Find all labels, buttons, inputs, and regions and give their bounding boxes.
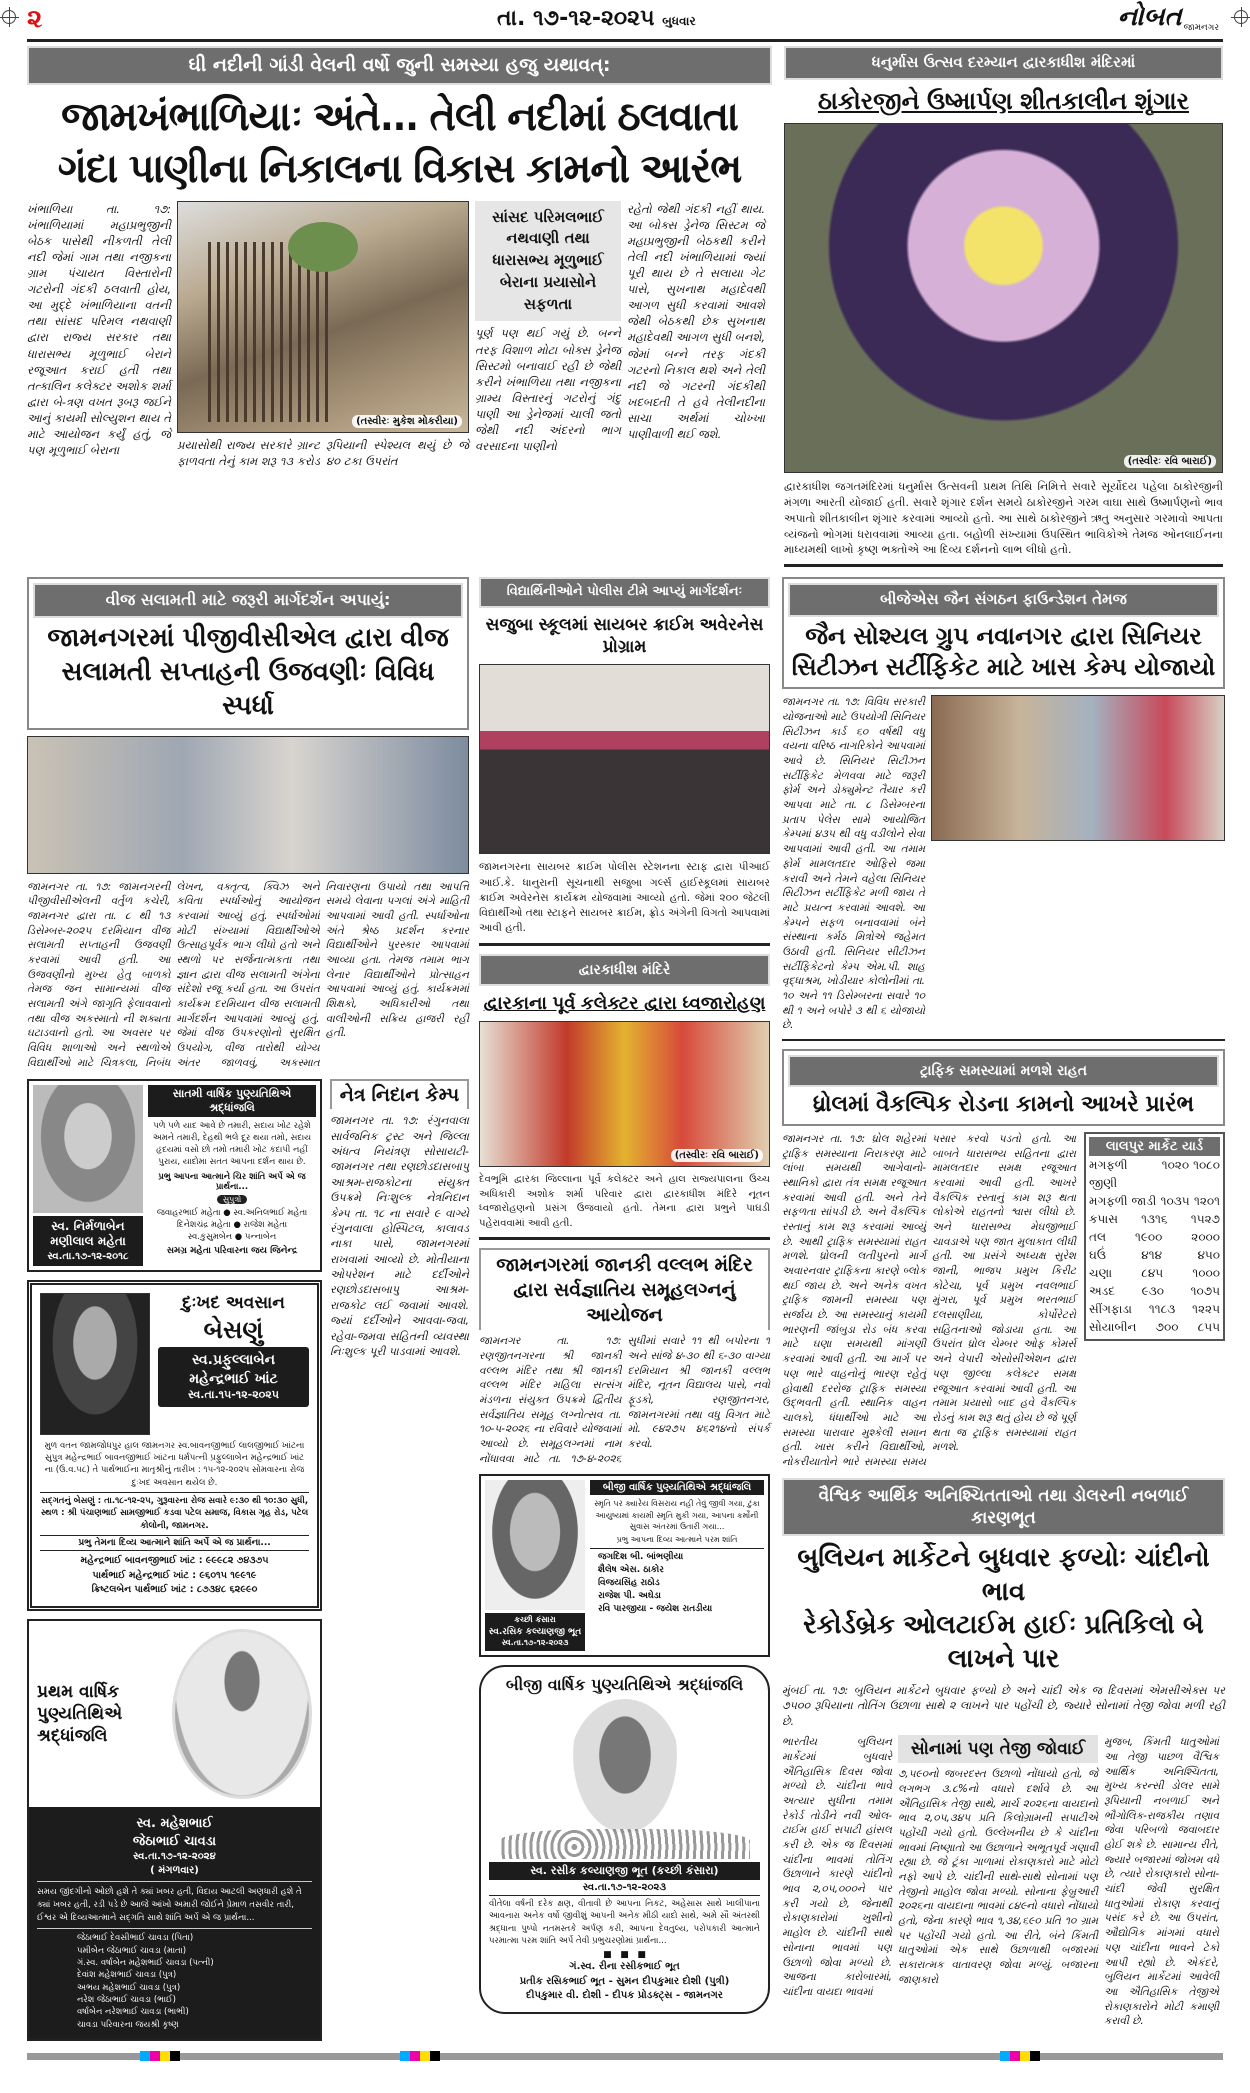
list-item: શૈલેષ એસ. ઠાકોર (598, 1564, 664, 1575)
obituary-title: બીજી વાર્ષિક પુણ્યતિથિએ શ્રદ્ધાંજલિ (590, 1480, 764, 1495)
market-row (1089, 1282, 1220, 1300)
story-kicker: વૈશ્વિક આર્થિક અનિશ્ચિતતાઓ તથા ડોલરની નબળાઈ કારણભૂત (782, 1478, 1225, 1536)
color-calibration-strip (400, 2051, 440, 2061)
story-columns (782, 695, 1225, 1033)
story-body: જામનગર તા. ૧૭: ધ્રોલ શહેરમાં ટ્રાફિક સમસ્યાના નિરાકરણ માટે લાંબા સમયથી આગેવાનો-સ્થાનિકો દ્વારા તંત્ર સમક્ષ રજૂઆત કરવામાં આવી હતી. અને તેને સફળતા સાંપડી છે. અને વૈકલ્પિક રસ્તાનું કામ શરૂ કરવામાં આવ્યું છે. આથી ટ્રાફિક સમસ્યામાં રાહત મળશે. ધ્રોલની લતીપુરનો માર્ગ અવારનવાર ટ્રાફિકના કારણે બ્લોક થઈ જાય છે. અને અનેક વખત ટ્રાફિક જામની સમસ્યા પણ સર્જાય છે. આ સમસ્યાનું કાયમી ભારણની જાંબુડા રોડ બંધ કરવા માટે ઘણા સમયથી માંગણી કરવામાં આવી હતી. આ માર્ગ પર પણ ભારે વાહનોનું ભારણ રહેતું હોવાથી દરરોજ ટ્રાફિક સમસ્યા ઉદ્ભવતી હતી. સ્થાનિક વાહન ચાલકો, ધંધાર્થીઓ માટે આ સમસ્યા પારાવાર મુશ્કેલી સમાન હતી. ખાસ કરીને વિદ્યાર્થીઓ, નોકરીયાતોને ભારે સમસ્યા સમય પસાર કરવો પડતો હતો. આ બાબતે ધારાસભ્ય સહિતના દ્વારા મામલતદાર સમક્ષ રજૂઆત કરવામાં આવી હતી. આખરે વૈકલ્પિક રસ્તાનું કામ શરૂ થતા લોકોએ રાહતનો શ્વાસ લીધો છે. અને ધારાસભ્ય મેઘજીભાઈ ચાવડાએ પણ જાત મુલાકાત લીધી હતી. આ પ્રસંગે અધ્યક્ષ સુરેશ જાની, ભાજપ પ્રમુખ કિરીટ કોટેચા, પૂર્વ પ્રમુખ નવલભાઈ મુંગરા, પૂર્વ પ્રમુખ ભરતભાઈ દલસાણીયા, કોર્પોરેટરો સહિતનાઓ જોડાયા હતા. આ ઉપરાંત ધ્રોલ ચેમ્બર ઓફ કોમર્સ અને વેપારી એસોસીએશન દ્વારા પણ જીલ્લા કલેક્ટર સમક્ષ રજૂઆત કરવામાં આવી હતી. આ તમામ પ્રયાસો બાદ હવે વૈકલ્પિક રોડનું કામ શરૂ થતું હોય છે જે પૂર્ણ થતા જ ટ્રાફિક સમસ્યામાં રાહત મળશે. (782, 1132, 1076, 1468)
headline-line: રેકોર્ડબ્રેક ઓલટાઈમ હાઈઃ પ્રતિકિલો બે લાખને પાર (803, 1610, 1204, 1675)
center-column (898, 1735, 1098, 1987)
list-item: દિનેશચંદ્ર મહેતા ● રાજેશ મહેતા (176, 1219, 288, 1230)
story-eye-camp (330, 1079, 469, 1360)
price-low: ૧૯૦૦ (1134, 1229, 1163, 1244)
market-row (1089, 1246, 1220, 1264)
middle-column (479, 577, 770, 2013)
price-low: ૪૧૪ (1141, 1247, 1163, 1262)
list-item: ગં.સ્વ. રીના રસીકભાઈ ભૂત (569, 1961, 680, 1973)
deceased-name: સ્વ. રસીક કલ્યાણજી ભૂત (કચ્છી કંસારા) (489, 1862, 760, 1880)
story-bullion (782, 1478, 1225, 2029)
story-body: પૂર્ણ પણ થઈ ગયું છે. બન્ને તરફ વિશાળ મોટા બોક્સ ડ્રેનેજ સિસ્ટમો બનાવાઈ રહી છે જેથી કરીને ખંભાળિયા તથા નજીકના ગ્રામ્ય વિસ્તારનું ગટરોનું ગંદુ પાણી આ ડ્રેનેજમાં ચાલી જતો જેથી નદી અંદરનો ભાગ વરસાદના પાણીનો (475, 326, 621, 454)
page-content (27, 46, 1223, 2093)
obituary-body: મુળ વતન જામજોધપુર હાલ જામનગર સ્વ.બાવનજીભાઈ લાલજીભાઈ ખાંટના સુપુત્ર મહેન્દ્રભાઈ બાવનજીભાઈ ખાંટના ધર્મપત્ની પ્રફુલ્લાબેન મહેન્દ્રભાઈ ખાંટ ના (ઉ.વ.૫૮) તે પાર્થભાઈના માતૃશ્રીનું તારીખ : ૧૫-૧૨-૨૦૨૫ સોમવારના રોજ દુઃખદ અવસાન થયેલ છે. (44, 1440, 305, 1488)
market-item: ઘઉં (1089, 1247, 1106, 1262)
separator-dots: ■ ■ ■ (603, 1950, 646, 1961)
story-kicker: વીજ સલામતી માટે જરૂરી માર્ગદર્શન અપાયું: (33, 583, 463, 618)
text-column (148, 1085, 316, 1257)
lower-row (27, 577, 1223, 2041)
list-item: રાજેશ પી. અઘેડા (598, 1591, 661, 1602)
obituary-maheshbhai (27, 1619, 322, 2041)
divider (479, 1237, 770, 1240)
headline-line: ગંદા પાણીના નિકાલના વિકાસ કામનો આરંભ (57, 145, 742, 192)
family-list (148, 1208, 316, 1244)
right-column (782, 577, 1225, 2029)
story-columns (782, 1735, 1225, 2029)
page-number: ૨ (27, 4, 43, 34)
obituary-prafullaben (27, 1280, 322, 1611)
list-item: અભય મહેશભાઈ ચાવડા (પુત્ર) (77, 1982, 181, 1993)
price-low: ૭૦૦ (1155, 1319, 1179, 1334)
registration-mark (1234, 10, 1248, 24)
photo-credit: (તસ્વીરઃ રવિ બારાઈ) (1124, 455, 1216, 468)
story-subhead: સોનામાં પણ તેજી જોવાઈ (898, 1735, 1098, 1763)
market-row (1089, 1264, 1220, 1282)
story-dhrol-road (782, 1049, 1225, 1470)
obituary-dark-panel (29, 1807, 320, 2039)
obituary-title: પ્રથમ વાર્ષિક પુણ્યતિથિએ શ્રદ્ધાંજલિ (37, 1681, 123, 1747)
flower-decoration (499, 1829, 750, 1859)
death-date: સ્વ.તા.૧૭-૧૨-૨૦૧૮ (47, 1250, 129, 1262)
market-item: અડદ (1089, 1283, 1115, 1298)
obituary-layout (33, 1085, 316, 1266)
price-low: ૮૪૫ (1141, 1265, 1164, 1280)
deceased-name: સ્વ. નિર્મળાબેન (51, 1218, 125, 1233)
divider (784, 564, 1223, 567)
story-kicker: ઘી નદીની ગાંડી વેલની વર્ષો જુની સમસ્યા હજુ યથાવત્: (27, 46, 772, 85)
list-item: નરેશ જેઠાભાઈ ચાવડા (ભાઈ) (77, 1994, 176, 2005)
market-item: મગફળી જાડી (1089, 1193, 1157, 1208)
obituary-rasik-large (479, 1665, 770, 2014)
market-row (1089, 1156, 1220, 1192)
market-row (1089, 1192, 1220, 1210)
obituary-body: વીતેલા વર્ષની દરેક ક્ષણ, વીતાવી છે આપના નિકટ, અહેસાસ સાથે ખાલીપાના આવનારા અનેક વર્ષો જીવીશું આપની અનેક મીઠી યાદો સાથે, અમે સૌ અંતરથી શ્રદ્ધાના પુષ્પો નતમસ્તકે અર્પણ કરી, આપના દેવતુલ્ય, પરોપકારી આત્માને પરમાત્મા પરમ શાંતિ અર્પે તેવી પ્રભુચરણોમાં પ્રાર્થના... (489, 1895, 760, 1947)
list-item: જવાહરભાઈ મહેતા ● સ્વ.અનિલભાઈ મહેતા (156, 1207, 308, 1218)
portrait-photo (485, 1480, 585, 1610)
obituary-verse: સમય જીંદગીનો ઓછો હશે તે ક્યાં ખબર હતી, વિદાય આટલી અણધારી હશે તે ક્યાં ખબર હતી, રડી પડે છે આજે આંખો અમારી જોઈને પ્રેમાળ તસવીર તારી, ઈશ્વર એ દિવ્યઆત્માને સદ્ગતિ સાથે શાંતિ અર્પે એ જ પ્રાર્થના... (37, 1881, 312, 1924)
story-sidebox: સાંસદ પરિમલભાઈ નથવાણી તથા ધારાસભ્ય મૂળુભાઈ બેરાના પ્રયાસોને સફળતા (475, 201, 621, 322)
price-high: ૧૨૨૫ (1192, 1301, 1220, 1316)
name-plate (485, 1613, 585, 1651)
market-item: કપાસ (1089, 1211, 1118, 1226)
price-high: ૧૦૦૦ (1192, 1265, 1220, 1280)
brand-city: જામનગર (1183, 23, 1219, 33)
portrait-photo (33, 1085, 143, 1213)
list-item: પમીબેન જેઠાભાઈ ચાવડા (માતા) (77, 1945, 187, 1956)
market-item: મગફળી જીણી (1089, 1157, 1128, 1190)
top-row (27, 46, 1223, 567)
obituary-prayer: પ્રભુ આપના દિવ્ય આત્માને પરમ શાંતિ (616, 1534, 738, 1544)
market-title: લાલપુર માર્કેટ યાર્ડ (1089, 1137, 1220, 1156)
story-body: ખંભાળિયા તા. ૧૭: ખંભાળિયામાં મહાપ્રભુજીની બેઠક પાસેથી નીકળતી તેલી નદી જેમાં ગામ તથા નજીકના ગ્રામ પંચાયત વિસ્તારોની ગટરોની ગંદકી ઠલવાતી હોય, આ મુદ્દે ખંભાળિયાના વતની તથા સાંસદ પરિમલ નથવાણી દ્વારા રાજ્ય સરકાર તથા ધારાસભ્ય મૂળુભાઈ બેરાને રજૂઆત કરાઈ હતી તથા તત્કાલિન કલેક્ટર અશોક શર્મા દ્વારા બે-ત્રણ વખત રૂબરૂ જઈને આનું કાયમી સોલ્યુશન થાય તે માટે આયોજન કર્યું હતું, જે પણ મૂળુભાઈ બેરાના (27, 201, 171, 458)
header-rule (27, 39, 1223, 42)
story-body: જામનગર તા. ૧૭: વિવિધ સરકારી યોજનાઓ માટે ઉપયોગી સિનિયર સિટીઝન કાર્ડ ૬૦ વર્ષથી વધુ વયના વરિષ્ઠ નાગરિકોને આપવામાં આવે છે. સિનિયર સિટીઝન સર્ટીફિકેટ મેળવવા માટે જરૂરી ફોર્મ અને ડોક્યુમેન્ટ તૈયાર કરી આપવા માટે તા. ૮ ડિસેમ્બરના પ્રતાપ પેલેસ સામે આયોજિત કેમ્પમાં ૪૩૫ થી વધુ વડીલોને સેવા આપવામાં આવી હતી. આ તમામ ફોર્મ મામલતદાર ઓફિસે જમા કરાવી અને તેમને વહેલા સિનિયર સિટીઝન સર્ટીફિકેટ મળી જાય તે માટે પ્રયત્ન કરવામાં આવશે. આ કેમ્પને સફળ બનાવવામાં બંને સંસ્થાના કર્મઠ મિત્રોએ જહેમત ઉઠાવી હતી. સિનિયર સીટીઝન સર્ટીફિકેટનો કેમ્પ એમ.પી. શાહ વૃદ્ધાશ્રમ, ખોડીયાર કોલોનીમાં તા. ૧૦ અને ૧૧ ડિસેમ્બરના સવારે ૧૦ થી ૧ અને બપોરે ૩ થી ૬ યોજાયો છે. (782, 696, 925, 1032)
brand-name: નોબત (1117, 2, 1182, 32)
price-high: ૧૦૭૫ (1190, 1283, 1220, 1298)
left-column (27, 577, 469, 2041)
tree (288, 222, 358, 272)
name-block (37, 1815, 312, 1877)
divider (479, 943, 770, 946)
market-row (1089, 1318, 1220, 1336)
story-body: જામનગર તા. ૧૭: રંગુનવાલા સાર્વજનિક ટ્રસ્ટ અને જિલ્લા અંધત્વ નિયંત્રણ સોસાયટી-જામનગર તથા રણછોડદાસબાપુ આશ્રમ-રાજકોટના સંયુક્ત ઉપક્રમે નિઃશુલ્ક નેત્રનિદાન કેમ્પ તા. ૧૮ ના સવારે ૯ વાગ્યે રંગુનવાલા હોસ્પિટલ, કાલાવડ નાકા પાસે, જામનગરમાં રાખવામાં આવ્યો છે. મોતીયાના ઓપરેશન માટે દર્દીઓને રણછોડદાસબાપુ આશ્રમ-રાજકોટ લઈ જવામાં આવશે. જ્યાં દર્દીઓને આવવા-જવા, રહેવા-જમવા સહિતની વ્યવસ્થા નિઃશુલ્ક પૂરી પાડવામાં આવશે. (330, 1114, 469, 1359)
portrait-photo (569, 1699, 681, 1839)
obituary-title: સાતમી વાર્ષિક પુણ્યતિથિએ શ્રદ્ધાંજલિ (148, 1085, 316, 1117)
story-body: ૭,૫૯૦નો જબરદસ્ત ઉછાળો નોંધાયો હતો, જે લગભગ ૩.૮%નો વધારો દર્શાવે છે. આ ઐતિહાસિક તેજી સાથે, માર્ચ ૨૦૨૬ના વાયદાનો ભાવ ૨,૦૫,૩૪૫ પ્રતિ કિલોગ્રામની સપાટીએ પહોંચી ગયો હતો. ઉલ્લેખનીય છે કે ચાંદીના ભાવમાં નિષ્ણાતો આ ઉછાળાને અભૂતપૂર્વ ગણાવી રહ્યા છે. જે ટૂંકા ગાળામાં રોકાણકારો માટે મોટો નફો આપે છે. ચાંદીની સાથે-સાથે સોનામાં પણ તેજીનો માહોલ જોવા મળ્યો. સોનાના ફેબ્રુઆરી ૨૦૨૬ના વાયદાના ભાવમાં ૮૪૯નો વધારો નોંધાયો હતો, જેના કારણે ભાવ ૧,૩૪,૬૯૦ પ્રતિ ૧૦ ગ્રામ પર પહોંચી ગયો હતો. આ રીતે, બંને કિંમતી ધાતુઓમાં એક સાથે ઉછાળાથી બજારમાં સકારાત્મક વાતાવરણ જોવા મળ્યું. બજારના જાણકારો (898, 1768, 1098, 1986)
story-body: પ્રયાસોથી રાજ્ય સરકારે ગ્રાન્ટ ફાળવતા તેનું કામ શરૂ ૧૩ કરોડ રૂપિયાની સ્પેશ્યલ થયું છે જે ૪૦ ટકા ઉપરાંત (177, 437, 469, 468)
price-low: ૯૩૦ (1141, 1283, 1164, 1298)
school-program-photo (479, 664, 770, 854)
portrait-photo (40, 1293, 150, 1435)
story-kicker: ધનુર્માસ ઉત્સવ દરમ્યાન દ્વારકાધીશ મંદિરમાં (784, 46, 1223, 80)
story-body: દેવભૂમિ દ્વારકા જિલ્લાના પૂર્વ કલેક્ટર અને હાલ રાજ્યપાલના ઉચ્ચ અધિકારી અશોક શર્મા પરિવાર દ્વારા દ્વારકાધીશ મંદિરે નૂતન ધ્વજારોહણનો પ્રસંગ ઉજવાયો હતો. તેમના દ્વારા પ્રભુને પાઘડી પહેરાવવામાં આવી હતી. (479, 1174, 770, 1229)
price-low: ૧૩૧૬ (1141, 1211, 1168, 1226)
portrait-photo (172, 1629, 312, 1799)
brand-logo (1118, 2, 1219, 33)
story-body: રહેતો જેથી ગંદકી નહીં થાય. આ બોક્સ ડ્રેનેજ સિસ્ટમ જે મહાપ્રભુજીની બેઠકથી કરીને તેલી નદી ખંભાળિયામાં જ્યાં પૂરી થાય છે તે સલાયા ગેટ પાસે, સુખનાથ મહાદેવથી આગળ સુધી કરવામાં આવશે જેથી બેઠકથી છેક સુખનાથ મહાદેવથી આગળ સુધી બનશે, જેમાં બન્ને તરફ ગંદકી ગટરનો નિકાલ થશે અને તેલી નદી જે ગટરની ગંદકીથી ખદબદતી તે હવે તેલીનદીના સાચા અર્થમાં ચોખ્ખા પાણીવાળી થઈ જશે. (627, 201, 765, 441)
death-date: સ્વ.તા.૧૫-૧૨-૨૦૨૫ (187, 1388, 279, 1402)
headline-line: બુલિયન માર્કેટને બુધવાર ફળ્યોઃ ચાંદીનો ભાવ (797, 1542, 1210, 1607)
portrait-column (33, 1085, 143, 1266)
price-high: ૮૫૫ (1197, 1319, 1220, 1334)
story-headline: દ્વારકાના પૂર્વ કલેક્ટર દ્વારા ધ્વજારોહણ (483, 992, 766, 1014)
obituary-column (27, 1079, 322, 2041)
price-high: ૨૦૦૦ (1191, 1229, 1220, 1244)
story-headline: જૈન સોશ્યલ ગ્રુપ નવાનગર દ્વારા સિનિયર સિટીઝન સર્ટીફિકેટ માટે ખાસ કેમ્પ યોજાયો (791, 621, 1216, 682)
dhwajarohan-photo (479, 1021, 770, 1167)
community: કચ્છી કંસારા (514, 1615, 556, 1625)
story-columns (27, 201, 772, 469)
price-low: ૧૧૮૩ (1148, 1301, 1176, 1316)
senior-camp-photo (931, 695, 1225, 841)
date-text: તા. ૧૭-૧૨-૨૦૨૫ (497, 6, 655, 31)
death-weekday: ( મંગળવાર) (150, 1864, 199, 1876)
story-body: દ્વારકાધીશ જગતમંદિરમાં ધનુર્માસ ઉત્સવની પ્રથમ તિથિ નિમિત્તે સવારે સૂર્યોદય પહેલા ઠાકોરજીની મંગળા આરતી યોજાઈ હતી. સવારે શૃંગાર દર્શન સમયે ઠાકોરજીને ગરમ વાઘા સાથે ઉષ્માર્પણનો ભાવ અપાતો શીતકાલીન શૃંગાર કરવામાં આવ્યો હતો. આ સાથે ઠાકોરજીને ઋતુ અનુસાર ગરમાવો આપતા વ્યંજનો ભોગમાં ધરાવવામાં આવ્યા હતા. બહોળી સંખ્યામાં ઉપસ્થિત ભાવિકોએ તેમજ ઓનલાઈનના માધ્યમથી લાખો કૃષ્ણ ભક્તોએ આ દિવ્ય દર્શનનો લાભ લીધો હતો. (784, 479, 1223, 557)
story-jain-camp (782, 577, 1225, 1041)
list-item: પ્રતીક રસિકભાઈ ભૂત - સુમન દીપકુમાર દોશી (પુત્રી) (519, 1975, 730, 1987)
list-item: ક્રિષ્ટલબેન પાર્થભાઈ ખાંટ : ૮૭૩૪૮ ૬૨૯૯૦ (91, 1584, 258, 1596)
price-high: ૧૦૮૦ (1193, 1157, 1220, 1172)
price-high: ૧૫૨૭ (1190, 1211, 1220, 1226)
story-headline: ઠાકોરજીને ઉષ્માર્પણ શીતકાલીન શૃંગાર (817, 86, 1189, 115)
list-item: મહેન્દ્રભાઈ બાવનજીભાઈ ખાંટ : ૯૯૯૮૨ ૭૪૩૭૫ (80, 1554, 269, 1566)
story-cyber-awareness (479, 577, 770, 945)
obituary-top (29, 1621, 320, 1807)
list-item: જેઠાભાઈ દેવસીભાઈ ચાવડા (પિતા) (77, 1933, 194, 1944)
besnu-details: સદ્ગતનું બેસણું : તા.૧૮-૧૨-૨૫, ગુરૂવારના રોજ સવારે ૯:૩૦ થી ૧૦:૩૦ સુધી, સ્થળ : શ્રી પંચાણભાઈ સામજીભાઈ કડવા પટેલ સમાજ, વિકાસ ગૃહ રોડ, પટેલ કોલોની, જામનગર. (40, 1492, 309, 1532)
market-row (1089, 1300, 1220, 1318)
page-header (27, 0, 1223, 44)
death-date: સ્વ.તા.૧૭-૧૨-૨૦૨૩ (582, 1882, 667, 1894)
obituary-nirmalaben (27, 1079, 322, 1272)
market-item: સીંગફાડા (1089, 1301, 1132, 1316)
obituary-title: દુઃખદ અવસાન (182, 1292, 285, 1313)
family-list (590, 1548, 764, 1616)
deceased-name: સ્વ. મહેશભાઈ (136, 1816, 213, 1832)
story-kicker: દ્વારકાધીશ મંદિરે (479, 954, 770, 986)
story-body: જામનગર તા. ૧૭: જામનગરની પીજીવીસીએલની વર્તુળ કચેરી, જામનગર દ્વારા તા. ૮ થી ૧૩ ડિસેમ્બર-૨૦૨૫ દરમિયાન વીજ સલામતી સપ્તાહની ઉજવણી કરવામાં આવી હતી. આ ઉજવણીનો મુખ્ય હેતુ બાળકો તેમજ જન સામાન્યમાં વીજ સલામતી અંગે જાગૃતિ ફેલાવવાનો તથા વીજ અકસ્માતો ની શક્યતા ઘટાડવાનો હતો. આ અવસર પર વિવિધ શાળાઓ અને સ્થળોએ વિદ્યાર્થીઓ માટે ચિત્રકલા, નિબંધ લેખન, વક્તૃત્વ, ક્વિઝ અને કવિતા સ્પર્ધાઓનું આયોજન કરવામાં આવ્યું હતું. સ્પર્ધાઓમાં મોટી સંખ્યામાં વિદ્યાર્થીઓએ ઉત્સાહપૂર્વક ભાગ લીધો હતો અને સ્થળો પર સર્જનાત્મકતા તથા જ્ઞાન દ્વારા વીજ સલામતી અંગેના સંદેશો રજૂ કર્યા હતા. આ ઉપરાંત કાર્યક્રમ દરમિયાન વીજ સલામતી માર્ગદર્શન આપવામાં આવ્યું હતું. જેમાં વીજ ઉપકરણોનો સુરક્ષિત ઉપયોગ, વીજ તારોથી યોગ્ય અંતર જાળવવું, અકસ્માત નિવારણના ઉપાયો તથા આપત્તિ સમયે લેવાના પગલાં અંગે માહિતી આપવામાં આવી હતી. સ્પર્ધાઓના અંતે શ્રેષ્ઠ પ્રદર્શન કરનાર વિદ્યાર્થીઓને પુરસ્કાર આપવામાં આવ્યા હતા. તેમજ તમામ ભાગ લેનાર વિદ્યાર્થીઓને પ્રોત્સાહન આપવામાં આવ્યું હતું. કાર્યક્રમમાં શિક્ષકો, અધિકારીઓ તથા વાલીઓની સક્રિય હાજરી રહી હતી. (27, 880, 469, 1069)
deceased-name: સ્વ.રસિક કલ્યાણજી ભૂત (488, 1627, 582, 1638)
footer-bar (27, 2053, 1223, 2060)
story-headline: જામનગરમાં જાનકી વલ્લભ મંદિર દ્વારા સર્વજ્ઞાતિય સમૂહલગ્નનું આયોજન (479, 1248, 770, 1330)
portrait-column (485, 1480, 585, 1651)
weekday: બુધવાર (662, 14, 696, 28)
obituary-closing: સમગ્ર મહેતા પરિવારના જય જિનેન્દ્ર (166, 1246, 298, 1257)
deceased-name: સ્વ.પ્રફુલ્લાબેન (191, 1351, 276, 1368)
story-kicker: ટ્રાફિક સમસ્યામાં મળશે રાહત (788, 1055, 1219, 1087)
price-high: ૧૨૦૧ (1193, 1193, 1220, 1208)
story-headline (27, 91, 772, 195)
name-plate (33, 1216, 143, 1266)
issue-date (497, 6, 696, 31)
obituary-subtitle: બેસણું (203, 1315, 264, 1344)
story-janki-vallabh (479, 1248, 770, 1466)
story-thakorji-shringar (784, 46, 1223, 567)
photo-column (177, 201, 469, 469)
story-body: મુજબ, કિંમતી ધાતુઓમાં આ તેજી પાછળ વૈશ્વિક આર્થિક અનિશ્ચિતતા, મુખ્ય કરન્સી ડોલર સામે રૂપિયાની નબળાઈ અને ભૌગોલિક-રાજકીય તણાવ જેવા પરિબળો જવાબદાર હોઈ શકે છે. સામાન્ય રીતે, જ્યારે બજારમાં જોખમ વધે છે, ત્યારે રોકાણકારો સોના-ચાંદી જેવી સુરક્ષિત ધાતુઓમાં રોકાણ કરવાનું પસંદ કરે છે. આ ઉપરાંત, ઔદ્યોગિક માંગમાં વધારો પણ ચાંદીના ભાવને ટેકો આપી રહ્યો છે. એકંદરે, બુલિયન માર્કેટમાં આવેલી આ ઐતિહાસિક તેજીએ રોકાણકારોને મોટી કમાણી કરાવી છે. (1104, 1736, 1219, 2028)
list-item: ચાવડા પરિવારના જયશ્રી કૃષ્ણ (77, 2019, 179, 2030)
story-headline: જામનગરમાં પીજીવીસીએલ દ્વારા વીજ સલામતી સપ્તાહની ઉજવણીઃ વિવિધ સ્પર્ધા (47, 623, 449, 721)
footer-strip (27, 2051, 1223, 2063)
obituary-and-eye-camp-row (27, 1079, 469, 2041)
story-headline: ધ્રોલમાં વૈકલ્પિક રોડના કામનો આખરે પ્રારંભ (812, 1092, 1195, 1118)
headline-frame (782, 1049, 1225, 1126)
family-list (489, 1960, 760, 2004)
obituary-prayer: પ્રભુ તેમના દિવ્ય આત્માને શાંતિ અર્પે એ જ પ્રાર્થના... (40, 1535, 309, 1551)
obituary-top (40, 1293, 309, 1435)
safety-week-photo (27, 736, 469, 874)
thakorji-shringar-photo (784, 123, 1223, 473)
list-item: સ્વ.કુસુમબેન ● પન્નાબેન (187, 1231, 277, 1242)
story-body: ભારતીય બુલિયન માર્કેટમાં બુધવારે ઐતિહાસિક દિવસ જોવા મળ્યો છે. ચાંદીના ભાવે અત્યાર સુધીના તમામ રેકોર્ડ તોડીને નવી ઓલ-ટાઈમ હાઈ સપાટી હાંસલ કરી છે. એક જ દિવસમાં ચાંદીના ભાવમાં તોતિંગ ઉછાળાને કારણે ચાંદીનો ભાવ ૨,૦૫,૦૦૦ને પાર કરી ગયો છે, જેનાથી રોકાણકારોમાં ખુશીનો માહોલ છે. ચાંદીની સાથે સોનાના ભાવમાં પણ ઉછાળો જોવા મળ્યો છે. આજના કારોબારમાં, ચાંદીના વાયદા ભાવમાં (782, 1736, 892, 1998)
story-pgvcl-safety (27, 577, 469, 1070)
family-label-text: સુપુત્રો (217, 1195, 248, 1204)
list-item: જગદિશ બી. બાંભણીયા (598, 1551, 684, 1562)
obituary-verse: પળે પળે યાદ આવે છે તમારી, સદાય ખોટ રહેશે અમને તમારી, દેહથી ભલે દૂર થયા તમો, સદાય હૃદયમાં વસો છો તમો તમારી ખોટ કદાપી નહીં પુરાય, યાદોમા સતત આપના દર્શન થાય છે. (152, 1120, 312, 1168)
color-calibration-strip (140, 2051, 180, 2061)
list-item: ગં.સ્વ. વર્ષાબેન મહેશભાઈ ચાવડા (પત્ની) (77, 1958, 214, 1968)
list-item: રવિ પારજીયા - જયેશ રાતડીયા (598, 1604, 713, 1615)
price-low: ૧૦૨૦ (1161, 1157, 1190, 1172)
market-item: તલ (1089, 1229, 1107, 1244)
story-columns (782, 1132, 1225, 1470)
story-headline: સજુબા સ્કૂલમાં સાયબર ક્રાઈમ અવેરનેસ પ્રોગ્રામ (485, 615, 764, 658)
story-kicker: વિદ્યાર્થિનીઓને પોલીસ ટીમે આપ્યું માર્ગદર્શનઃ (479, 577, 770, 608)
deceased-name: મણીલાલ મહેતા (50, 1234, 126, 1249)
market-row (1089, 1210, 1220, 1228)
name-plate (158, 1347, 309, 1408)
story-lead: મુંબઈ તા. ૧૭: બુલિયન માર્કેટને બુધવાર ફળ્યો છે અને ચાંદી એક જ દિવસમાં એમસીએક્સ પર ૭૫૦૦ રૂપિયાના તોતિંગ ઉછાળા સાથે ૨ લાખને પાર પહોંચી છે, જ્યારે સોનામાં તેજી જોવા મળી રહી છે. (782, 1684, 1225, 1728)
family-list (37, 1928, 312, 2031)
story-kicker: બીજેએસ જૈન સંગઠન ફાઉન્ડેશન તેમજ (788, 583, 1219, 617)
sidebox-column (475, 201, 621, 455)
photo-credit: (તસ્વીરઃ રવિ બારાઈ) (671, 1149, 763, 1162)
obituary-title: બીજી વાર્ષિક પુણ્યતિથિએ શ્રદ્ધાંજલિ (505, 1675, 744, 1695)
market-row (1089, 1228, 1220, 1246)
obituary-rasik-small (479, 1474, 770, 1657)
market-item: સોયાબીન (1089, 1319, 1137, 1334)
family-label (148, 1195, 316, 1205)
market-yard-box (1084, 1132, 1225, 1341)
color-calibration-strip (1000, 2051, 1040, 2061)
obituary-layout (485, 1480, 764, 1651)
story-headline: નેત્ર નિદાન કેમ્પ (330, 1079, 469, 1110)
list-item: વિજયસિંહ રાઠોડ (598, 1578, 660, 1589)
drainage-work-photo (177, 201, 469, 433)
list-item: વર્ષાબેન નરેશભાઈ ચાવડા (ભાભી) (77, 2007, 189, 2018)
story-headline (782, 1542, 1225, 1677)
market-rows (1089, 1156, 1220, 1336)
story-body: જામનગરના સાયબર ક્રાઈમ પોલીસ સ્ટેશનના સ્ટાફ દ્વારા પીઆઈ આઈ.કે. ધાનુરાની સૂચનાથી સજુબા ગર્લ્સ હાઈસ્કૂલમાં સાયબર ક્રાઈમ અવેરનેસ કાર્યક્રમ યોજવામાં આવ્યો હતો. જેમાં ૨૦૦ જેટલી વિદ્યાર્થીઓ તથા સ્ટાફને સાયબર ક્રાઈમ, ફ્રોડ અંગેની વિગતો આપવામાં આવી હતી. (479, 861, 770, 935)
list-item: દીપકુમાર વી. દોશી - દીપક પ્રોડક્ટ્સ - જામનગર (526, 1990, 723, 2002)
obituary-verse: સ્મૃતિ પર ક્યારેય વિસરાય નહી તેવું જીવી ગયા, ટુંકા આયુષ્યમાં કાયમી સ્મૃતિ મુકી ગયા, આપના કર્મોની સુવાસ અંતરમાં ઉતારી ગયા... (594, 1499, 760, 1531)
story-jamkhambhaliya (27, 46, 772, 469)
deceased-name: જેઠાભાઈ ચાવડા (132, 1833, 217, 1849)
text-column (590, 1480, 764, 1616)
obituary-prayer: પ્રભુ આપના આત્માને ચિર શાંતિ અર્પે એ જ પ્રાર્થના... (158, 1171, 306, 1192)
list-item: દેવાંશ મહેશભાઈ ચાવડા (પુત્ર) (77, 1970, 177, 1981)
story-dhwajarohan (479, 954, 770, 1241)
headline-line: જામખંભાળિયાઃ અંતે... તેલી નદીમાં ઠલવાતા (61, 93, 738, 140)
market-item: ચણા (1089, 1265, 1113, 1280)
registration-mark (2, 10, 16, 24)
headline-frame (782, 577, 1225, 689)
story-body: જામનગર તા. ૧૭: રણજીતનગરના શ્રી જાનકી વલ્લભ મંદિર તથા શ્રી જાનકી વલ્લભ મંદિર મહિલા સત્સંગ મંડળના સંયુક્ત ઉપક્રમે દ્વિતીય સર્વજ્ઞાતિય સમૂહ લગ્નોત્સવ તા. ૧૦-૫-૨૦૨૬ ના રવિવારે યોજવામાં આવ્યો છે. સમૂહલગ્નમાં નામ નોંધાવવા માટે તા. ૧૭-૪-૨૦૨૬ સુધીમાં સવારે ૧૧ થી બપોરના ૧ અને સાંજે ૪-૩૦ થી ૬-૩૦ વાગ્યા દરમિયાન શ્રી જાનકી વલ્લભ મંદિર, નૂતન વિદ્યાલય પાસે, નવો ફૂડકો, રણજીતનગર, જામનગરમાં તથા વધુ વિગત માટે મો. ૯૪૨૭૫ ૪૬૨૧૪નો સંપર્ક કરવો. (479, 1335, 770, 1465)
contact-list (40, 1554, 309, 1598)
divider (782, 1039, 1225, 1041)
death-date: સ્વ.તા.૧૭-૧૨-૨૦૨૪ (133, 1851, 216, 1863)
headline-frame (27, 577, 469, 729)
price-high: ૪૫૦ (1197, 1247, 1220, 1262)
death-date: સ્વ.તા.૧૭-૧૨-૨૦૨૩ (501, 1638, 569, 1648)
deceased-name: મહેન્દ્રભાઈ ખાંટ (189, 1370, 278, 1387)
title-column (158, 1293, 309, 1408)
list-item: પાર્થભાઈ મહેન્દ્રભાઈ ખાંટ : ૯૬૦૧૫ ૧૯૯૧૯ (92, 1569, 257, 1581)
photo-credit: (તસ્વીરઃ મુકેશ મોકરીયા) (352, 415, 462, 428)
price-low: ૧૦૩૫ (1160, 1193, 1190, 1208)
